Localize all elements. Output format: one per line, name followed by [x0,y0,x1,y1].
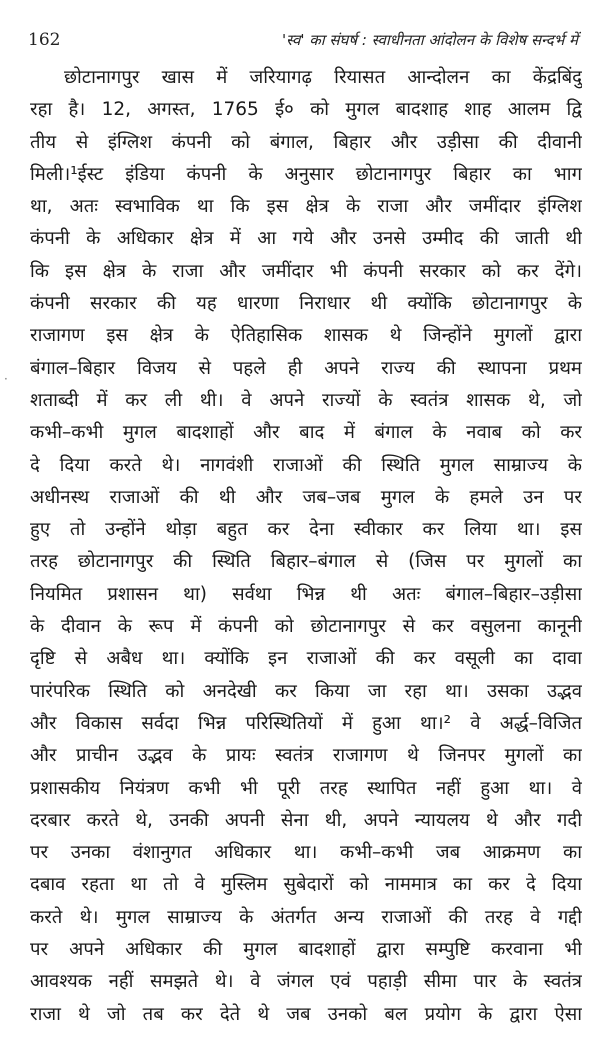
text-line: हुए तो उन्होंने थोड़ा बहुत कर देना स्वीकार कर लिया था। इस [30,519,582,541]
text-line: अधीनस्थ राजाओं की थी और जब–जब मुगल के हमले उन पर [30,486,582,508]
text-line: आवश्यक नहीं समझते थे। वे जंगल एवं पहाड़ी सीमा पार के स्वतंत्र [30,971,582,993]
text-line: छोटानागपुर खास में जरियागढ़ रियासत आन्दोलन का केंद्रबिंदु [64,67,582,88]
body-paragraph [30,62,582,1031]
text-line: और विकास सर्वदा भिन्न परिस्थितियों में हुआ था।² वे अर्द्ध–विजित [30,712,582,734]
text-line: नियमित प्रशासन था) सर्वथा भिन्न थी अतः बंगाल–बिहार–उड़ीसा [30,583,582,605]
text-line: रहा है। 12, अगस्त, 1765 ई० को मुगल बादशाह शाह आलम द्वि [30,99,582,121]
text-line: तीय से इंग्लिश कंपनी को बंगाल, बिहार और उड़ीसा की दीवानी [30,131,582,153]
text-line: कभी–कभी मुगल बादशाहों और बाद में बंगाल के नवाब को कर [30,422,582,444]
text-line: राजा थे जो तब कर देते थे जब उनको बल प्रयोग के द्वारा ऐसा [30,1003,582,1025]
text-line: कंपनी के अधिकार क्षेत्र में आ गये और उनसे उम्मीद की जाती थी [30,228,582,250]
text-line: पर अपने अधिकार की मुगल बादशाहों द्वारा सम्पुष्टि करवाना भी [30,939,582,961]
text-line: दरबार करते थे, उनकी अपनी सेना थी, अपने न्यायलय थे और गदी [30,809,582,831]
text-line: तरह छोटानागपुर की स्थिति बिहार–बंगाल से (जिस पर मुगलों का [30,551,582,573]
text-line: था, अतः स्वभाविक था कि इस क्षेत्र के राजा और जमींदार इंग्लिश [30,196,582,218]
text-line: और प्राचीन उद्भव के प्रायः स्वतंत्र राजागण थे जिनपर मुगलों का [30,745,582,767]
page-number: 162 [28,30,61,50]
text-line: दे दिया करते थे। नागवंशी राजाओं की स्थिति मुगल साम्राज्य के [30,454,582,476]
text-line: दृष्टि से अबैध था। क्योंकि इन राजाओं की कर वसूली का दावा [30,648,582,670]
text-line: प्रशासकीय नियंत्रण कभी भी पूरी तरह स्थापित नहीं हुआ था। वे [30,777,582,799]
text-line: बंगाल–बिहार विजय से पहले ही अपने राज्य की स्थापना प्रथम [30,357,582,379]
text-line: के दीवान के रूप में कंपनी को छोटानागपुर से कर वसुलना कानूनी [30,616,582,638]
text-line: कंपनी सरकार की यह धारणा निराधार थी क्योंकि छोटानागपुर के [30,293,582,315]
running-header [28,30,578,54]
text-line: पारंपरिक स्थिति को अनदेखी कर किया जा रहा था। उसका उद्भव [30,680,582,702]
running-header-title: 'स्व' का संघर्ष : स्वाधीनता आंदोलन के विशेष सन्दर्भ में [282,31,578,49]
text-line: करते थे। मुगल साम्राज्य के अंतर्गत अन्य राजाओं की तरह वे गद्दी [30,906,582,928]
text-line: कि इस क्षेत्र के राजा और जमींदार भी कंपनी सरकार को कर देंगे। [30,260,582,282]
text-line: पर उनका वंशानुगत अधिकार था। कभी–कभी जब आक्रमण का [30,842,582,864]
text-line: शताब्दी में कर ली थी। वे अपने राज्यों के स्वतंत्र शासक थे, जो [30,389,582,411]
text-line: मिली।¹ईस्ट इंडिया कंपनी के अनुसार छोटानागपुर बिहार का भाग [30,163,582,185]
text-line: राजागण इस क्षेत्र के ऐतिहासिक शासक थे जिन्होंने मुगलों द्वारा [30,325,582,347]
margin-mark: · [4,372,8,386]
text-line: दबाव रहता था तो वे मुस्लिम सुबेदारों को नाममात्र का कर दे दिया [30,874,582,896]
